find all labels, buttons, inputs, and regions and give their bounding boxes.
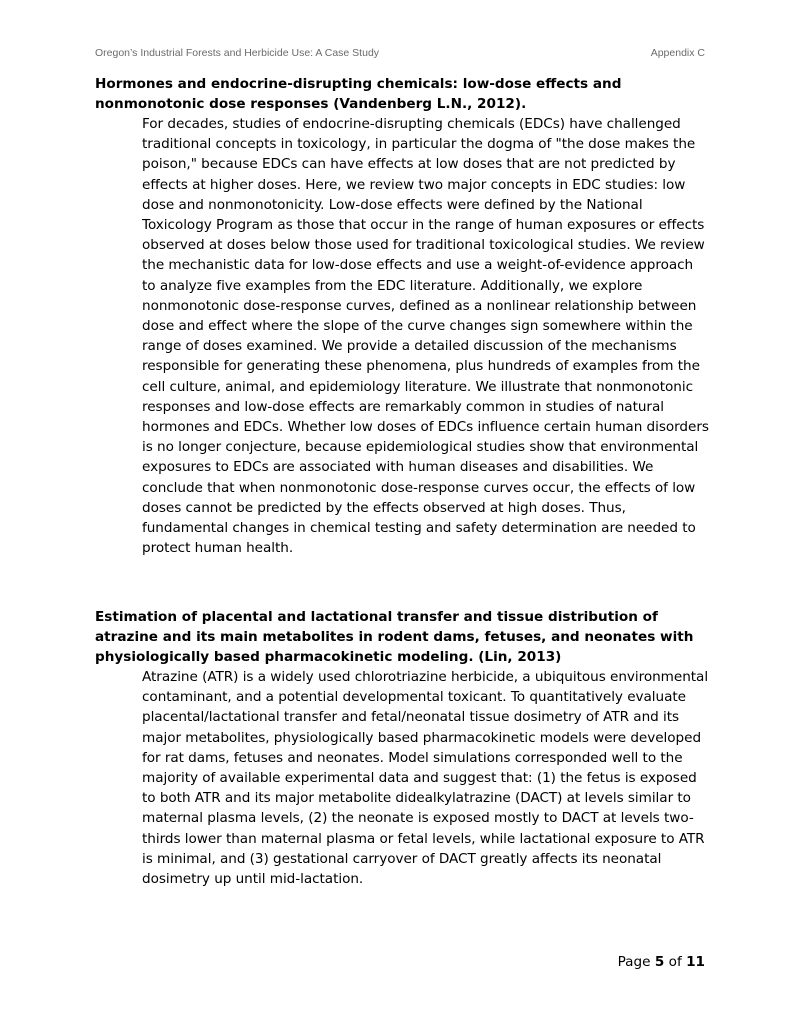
entry-title: Estimation of placental and lactational transfer and tissue distribution of atrazine and its main metabolites in rodent dams, fetuses, and neonates with physiologically based pharmacokinetic modeling. (Lin, 2013) <box>95 609 694 665</box>
running-header <box>95 47 705 63</box>
total-pages-number: 11 <box>686 954 705 970</box>
entry-abstract: For decades, studies of endocrine-disrupting chemicals (EDCs) have challenged traditional concepts in toxicology, in particular the dogma of "the dose makes the poison," because EDCs can have effects at low doses that are not predicted by effects at higher doses. Here, we review two major concepts in EDC studies: low dose and nonmonotonicity. Low-dose effects were defined by the National Toxicology Program as those that occur in the range of human exposures or effects observed at doses below those used for traditional toxicological studies. We review the mechanistic data for low-dose effects and use a weight-of-evidence approach to analyze five examples from the EDC literature. Additionally, we explore nonmonotonic dose-response curves, defined as a nonlinear relationship between dose and effect where the slope of the curve changes sign somewhere within the range of doses examined. We provide a detailed discussion of the mechanisms responsible for generating these phenomena, plus hundreds of examples from the cell culture, animal, and epidemiology literature. We illustrate that nonmonotonic responses and low-dose effects are remarkably common in studies of natural hormones and EDCs. Whether low doses of EDCs influence certain human disorders is no longer conjecture, because epidemiological studies show that environmental exposures to EDCs are associated with human diseases and disabilities. We conclude that when nonmonotonic dose-response curves occur, the effects of low doses cannot be predicted by the effects observed at high doses. Thus, fundamental changes in chemical testing and safety determination are needed to protect human health. <box>142 116 709 557</box>
bibliography-entry <box>95 74 710 558</box>
bibliography-entry <box>95 607 710 889</box>
document-title: Oregon’s Industrial Forests and Herbicide Use: A Case Study <box>95 47 380 59</box>
current-page-number: 5 <box>654 954 665 970</box>
of-word: of <box>668 954 682 970</box>
entry-title: Hormones and endocrine-disrupting chemicals: low-dose effects and nonmonotonic dose responses (Vandenberg L.N., 2012). <box>95 76 622 112</box>
appendix-label: Appendix C <box>650 47 705 59</box>
entry-abstract: Atrazine (ATR) is a widely used chlorotriazine herbicide, a ubiquitous environmental contaminant, and a potential developmental toxicant. To quantitatively evaluate placental/lactational transfer and fetal/neonatal tissue dosimetry of ATR and its major metabolites, physiologically based pharmacokinetic models were developed for rat dams, fetuses and neonates. Model simulations corresponded well to the majority of available experimental data and suggest that: (1) the fetus is exposed to both ATR and its major metabolite didealkylatrazine (DACT) at levels similar to maternal plasma levels, (2) the neonate is exposed mostly to DACT at levels two-thirds lower than maternal plasma or fetal levels, while lactational exposure to ATR is minimal, and (3) gestational carryover of DACT greatly affects its neonatal dosimetry up until mid-lactation. <box>142 669 709 888</box>
page-word: Page <box>617 954 651 970</box>
page-number <box>618 952 705 972</box>
